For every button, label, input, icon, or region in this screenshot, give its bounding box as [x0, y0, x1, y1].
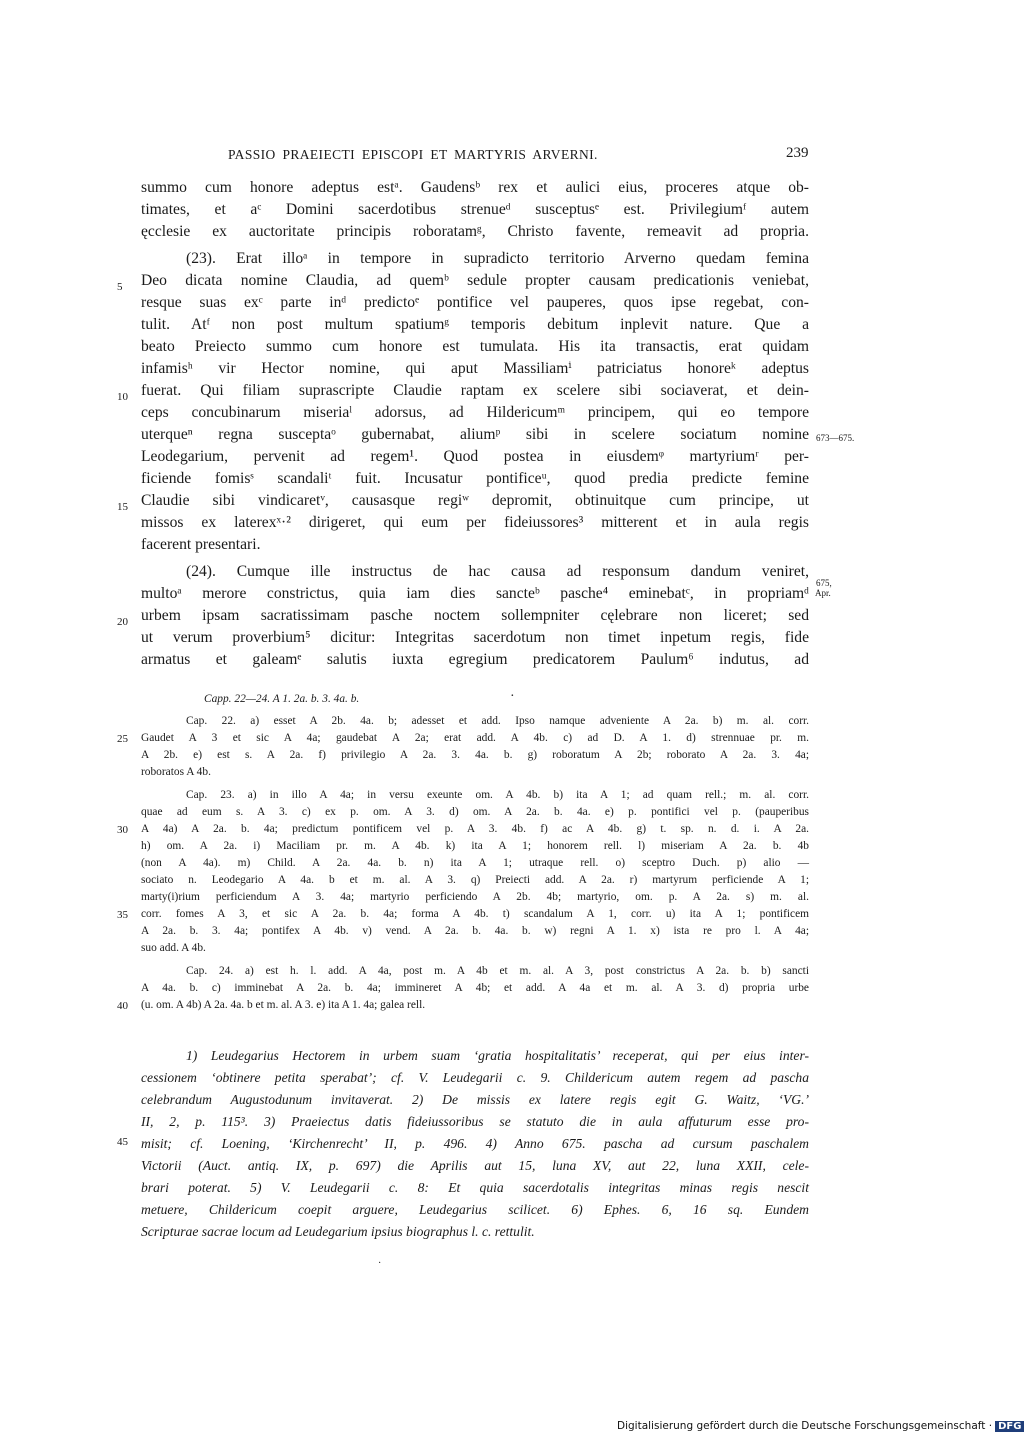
variant-line: Gaudet A 3 et sic A 4a; gaudebat A 2a; erat add. A 4b. c) ad D. A 1. d) strennuae pr. m.: [141, 732, 809, 744]
variant-line: marty(i)rium perficiendum A 3. 4a; martyrio perficiendo A 2b. 4b; martyrio, om. p. A 2a. s) m. al.: [141, 891, 809, 903]
main-line: uterqueⁿ regna susceptaᵒ gubernabat, aliumᵖ sibi in scelere sociatum nomine: [141, 426, 809, 443]
variant-line: Cap. 22. a) esset A 2b. 4a. b; adesset et add. Ipso namque adveniente A 2a. b) m. al. corr.: [186, 715, 809, 727]
main-line: timates, et aᶜ Domini sacerdotibus strenueᵈ susceptusᵉ est. Privilegiumᶠ autem: [141, 201, 809, 218]
footnote-line: 1) Leudegarius Hectorem in urbem suam ‘gratia hospitalitatis’ receperat, qui per eius inter-: [186, 1048, 809, 1063]
main-line: facerent presentari.: [141, 536, 261, 553]
main-line: ęcclesie ex auctoritate principis roboratamᵍ, Christo favente, remeavit ad propria.: [141, 223, 809, 240]
variant-line: (u. om. A 4b) A 2a. 4a. b et m. al. A 3. e) ita A 1. 4a; galea rell.: [141, 999, 426, 1011]
variant-line: Cap. 23. a) in illo A 4a; in versu exeunte om. A 4b. b) ita A 1; ad quam rell.; m. al. corr.: [186, 789, 809, 801]
footnote-line: cessionem ‘obtinere petita sperabat’; cf. V. Leudegarii c. 9. Childericum autem regem ad pascha: [141, 1070, 809, 1085]
main-line: Deo dicata nomine Claudia, ad quemᵇ sedule propter causam predicationis veniebat,: [141, 272, 809, 289]
dfg-logo: DFG: [995, 1421, 1024, 1432]
main-line: summo cum honore adeptus estᵃ. Gaudensᵇ rex et aulici eius, proceres atque ob-: [141, 179, 809, 196]
line-number: 5: [117, 281, 123, 293]
line-number: 40: [117, 1000, 128, 1012]
variant-line: A 4a) A 2a. b. 4a; predictum pontificem vel p. A 3. 4b. f) ac A 4b. g) t. sp. n. d. i. A 2a.: [141, 823, 809, 835]
digitization-credit: [617, 1420, 1024, 1432]
main-line: infamisʰ vir Hector nomine, qui aput Massiliamⁱ patriciatus honoreᵏ adeptus: [141, 360, 809, 377]
variant-line: A 4a. b. c) imminebat A 2a. b. 4a; immineret A 4b; et add. A 4a et m. al. A 3. d) propria urbe: [141, 982, 809, 994]
footnote-line: brari poterat. 5) V. Leudegarii c. 8: Et quia sacerdotalis integritas minas regis nescit: [141, 1180, 809, 1195]
page-number: 239: [786, 145, 809, 161]
footnote-line: II, 2, p. 115³. 3) Praeiectus datis fideiussoribus se statuto die in aula affuturum esse pro-: [141, 1114, 809, 1129]
line-number: 30: [117, 824, 128, 836]
main-line: ficiende fomisˢ scandaliᵗ fuit. Incusatur pontificeᵘ, quod predia predicte femine: [141, 470, 809, 487]
variant-line: Capp. 22—24. A 1. 2a. b. 3. 4a. b.: [204, 693, 360, 705]
line-number: 20: [117, 616, 128, 628]
footnote-line: celebrandum Augustodunum invitaverat. 2) De missis ex latere regis egit G. Waitz, ‘VG.’: [141, 1092, 809, 1107]
stray-mark: ·: [378, 1258, 382, 1269]
main-line: beato Preiecto summo cum honore est tumulata. His ita transactis, erat quidam: [141, 338, 809, 355]
line-number: 10: [117, 391, 128, 403]
main-line: (24). Cumque ille instructus de hac causa ad responsum dandum veniret,: [186, 563, 809, 580]
main-line: urbem ipsam sacratissimam pasche noctem sollempniter cęlebrare non liceret; sed: [141, 607, 809, 624]
main-line: multoᵃ merore constrictus, quia iam dies sancteᵇ pasche⁴ eminebatᶜ, in propriamᵈ: [141, 585, 809, 602]
line-number: 35: [117, 909, 128, 921]
main-line: missos ex laterexˣ·² dirigeret, qui eum per fideiussores³ mitterent et in aula regis: [141, 514, 809, 531]
variant-line: (non A 4a). m) Child. A 2a. 4a. b. n) ita A 1; utraque rell. o) sceptro Duch. p) alio —: [141, 857, 809, 869]
main-line: armatus et galeamᵉ salutis iuxta egregium predicatorem Paulum⁶ indutus, ad: [141, 651, 809, 668]
variant-line: quae ad eum s. A 3. c) ex p. om. A 3. d) om. A 2a. b. 4a. e) p. pontifici vel p. (pauperibus: [141, 806, 809, 818]
variant-line: h) om. A 2a. i) Maciliam pr. m. A 4b. k) ita A 1; honorem rell. l) miseriam A 2a. b. 4b: [141, 840, 809, 852]
variant-line: suo add. A 4b.: [141, 942, 206, 954]
running-header: PASSIO PRAEIECTI EPISCOPI ET MARTYRIS ARVERNI.: [228, 147, 598, 162]
footnote-line: Scripturae sacrae locum ad Leudegarium ipsius biographus l. c. rettulit.: [141, 1224, 535, 1239]
variant-line: sociato n. Leodegario A 4a. b et m. al. A 3. q) Preiecti add. A 2a. r) martyrum perficiende A 1;: [141, 874, 809, 886]
variant-line: roboratos A 4b.: [141, 766, 211, 778]
main-line: tulit. Atᶠ non post multum spatiumᵍ temporis debitum inplevit nature. Que a: [141, 316, 809, 333]
footnote-line: metuere, Childericum coepit arguere, Leudegarius scilicet. 6) Ephes. 6, 16 sq. Eundem: [141, 1202, 809, 1217]
line-number: 25: [117, 733, 128, 745]
footnote-line: Victorii (Auct. antiq. IX, p. 697) die Aprilis aut 15, luna XV, aut 22, luna XXII, cele-: [141, 1158, 809, 1173]
main-line: fuerat. Qui filiam suprascripte Claudie raptam ex scelere sibi sociaverat, et dein-: [141, 382, 809, 399]
main-line: Claudie sibi vindicaretᵛ, causasque regiʷ depromit, obtinuitque cum principe, ut: [141, 492, 809, 509]
margin-date-note: 673—675.: [816, 433, 855, 443]
variant-line: A 2a. b. 3. 4a; pontifex A 4b. v) vend. A 2a. b. 4a. b. w) regni A 1. x) ista re pro l. A 4a;: [141, 925, 809, 937]
footnote-line: misit; cf. Loening, ‘Kirchenrecht’ II, p. 496. 4) Anno 675. pascha ad cursum paschalem: [141, 1136, 809, 1151]
variant-line: A 2b. e) est s. A 2a. f) privilegio A 2a. 3. 4a. b. g) roboratum A 2b; roborato A 2a. 3. 4a;: [141, 749, 809, 761]
margin-date-note: 675,: [816, 578, 832, 588]
main-line: ceps concubinarum miseriaˡ adorsus, ad Hildericumᵐ principem, qui eo tempore: [141, 404, 809, 421]
main-line: Leodegarium, pervenit ad regem¹. Quod postea in eiusdemᵠ martyriumʳ per-: [141, 448, 809, 465]
line-number: 15: [117, 501, 128, 513]
stray-mark: ·: [510, 689, 515, 704]
main-line: ut verum proverbium⁵ dicitur: Integritas sacerdotum non timet inpetum regis, fide: [141, 629, 809, 646]
credit-text: Digitalisierung gefördert durch die Deutsche Forschungsgemeinschaft ·: [617, 1420, 993, 1432]
variant-line: corr. fomes A 3, et sic A 2a. b. 4a; forma A 4b. t) scandalum A 1, corr. u) ita A 1; pontificem: [141, 908, 809, 920]
main-line: resque suas exᶜ parte inᵈ predictoᵉ pontifice vel pauperes, quos ipse regebat, con-: [141, 294, 809, 311]
margin-date-note: Apr.: [815, 588, 831, 598]
line-number: 45: [117, 1136, 128, 1148]
main-line: (23). Erat illoᵃ in tempore in supradicto territorio Arverno quedam femina: [186, 250, 809, 267]
variant-line: Cap. 24. a) est h. l. add. A 4a, post m. A 4b et m. al. A 3, post constrictus A 2a. b. b) sancti: [186, 965, 809, 977]
